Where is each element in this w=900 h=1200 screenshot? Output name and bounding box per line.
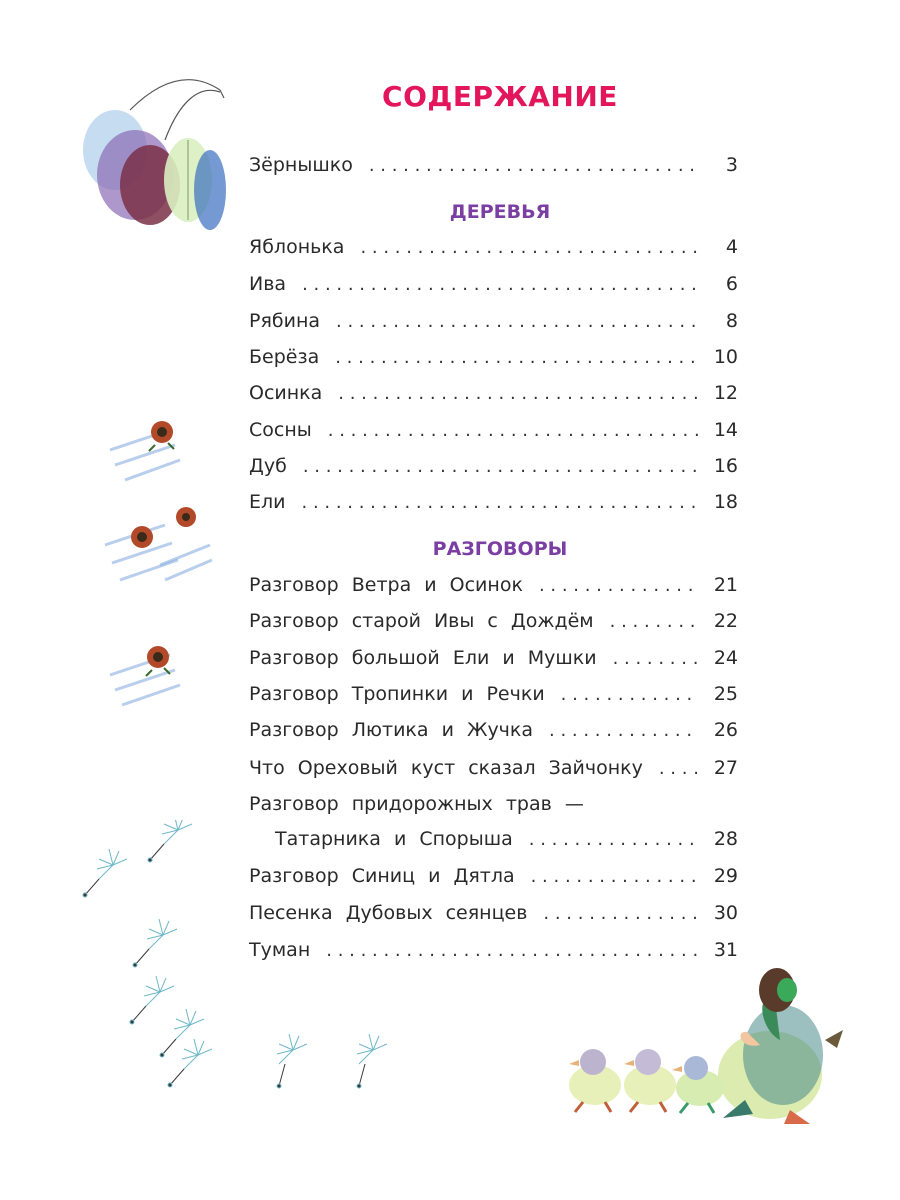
toc-entry-label: Разговор большой Ели и Мушки: [249, 647, 597, 669]
toc-entry[interactable]: [249, 308, 738, 334]
dot-leader: [328, 418, 698, 444]
toc-entry[interactable]: [249, 608, 738, 634]
toc-entry[interactable]: [249, 717, 738, 743]
toc-entry-label: Туман: [249, 939, 311, 961]
toc-entry[interactable]: [249, 681, 738, 707]
toc-entry-page: 22: [713, 610, 738, 632]
toc-entry-label: Разговор старой Ивы с Дождём: [249, 610, 594, 632]
leaves-illustration: [70, 70, 230, 245]
dot-leader: [539, 573, 698, 599]
toc-entry-label: Рябина: [249, 310, 321, 332]
toc-entry-label: Дуб: [249, 455, 287, 477]
toc-entry-page: 28: [713, 828, 738, 850]
dot-leader: [531, 864, 698, 890]
toc-entry-label: Песенка Дубовых сеянцев: [249, 902, 528, 924]
toc-entry-label: Осинка: [249, 382, 323, 404]
toc-entry-label: Берёза: [249, 346, 320, 368]
toc-entry-page: 16: [713, 455, 738, 477]
dot-leader: [302, 490, 699, 516]
toc-entry[interactable]: [249, 234, 738, 260]
toc-entry-page: 3: [725, 154, 738, 176]
toc-entry-page: 6: [725, 273, 738, 295]
toc-entry-label: Разговор придорожных трав —: [249, 793, 584, 815]
toc-entry-label: Сосны: [249, 419, 312, 441]
dot-leader: [303, 454, 698, 480]
toc-entry-page: 4: [725, 236, 738, 258]
toc-entry-page: 18: [713, 491, 738, 513]
dot-leader: [360, 235, 698, 261]
toc-entry[interactable]: [249, 453, 738, 479]
toc-entry-page: 24: [713, 647, 738, 669]
toc-entry-first-line[interactable]: [249, 791, 738, 817]
toc-entry[interactable]: [249, 417, 738, 443]
toc-entry[interactable]: [249, 344, 738, 370]
toc-entry-label: Зёрнышко: [249, 154, 353, 176]
duck-family-illustration: [555, 960, 845, 1130]
toc-entry[interactable]: [249, 755, 738, 781]
toc-entry-label: Что Ореховый куст сказал Зайчонку: [249, 757, 643, 779]
page-title: СОДЕРЖАНИЕ: [382, 80, 618, 113]
toc-entry-label: Разговор Тропинки и Речки: [249, 683, 545, 705]
toc-entry-page: 10: [713, 346, 738, 368]
dot-leader: [369, 153, 698, 179]
toc-entry-label: Ели: [249, 491, 286, 513]
toc-entry[interactable]: [249, 489, 738, 515]
toc-entry-page: 8: [725, 310, 738, 332]
toc-entry-label: Татарника и Спорыша: [275, 828, 513, 850]
toc-entry[interactable]: [249, 645, 738, 671]
toc-entry-label: Разговор Синиц и Дятла: [249, 865, 515, 887]
section-heading-talks: РАЗГОВОРЫ: [432, 538, 568, 560]
toc-entry-page: 21: [713, 574, 738, 596]
dot-leader: [335, 345, 698, 371]
dot-leader: [338, 381, 698, 407]
toc-entry[interactable]: [249, 380, 738, 406]
toc-entry-label: Разговор Лютика и Жучка: [249, 719, 534, 741]
toc-entry-label: Ива: [249, 273, 287, 295]
toc-entry-label: Разговор Ветра и Осинок: [249, 574, 523, 596]
toc-entry-page: 26: [713, 719, 738, 741]
toc-entry-page: 29: [713, 865, 738, 887]
toc-entry-page: 14: [713, 419, 738, 441]
dot-leader: [543, 901, 698, 927]
dot-leader: [561, 682, 698, 708]
toc-entry[interactable]: [249, 271, 738, 297]
section-heading-trees: ДЕРЕВЬЯ: [449, 201, 551, 223]
dot-leader: [659, 756, 698, 782]
toc-entry[interactable]: [249, 572, 738, 598]
toc-entry-page: 25: [713, 683, 738, 705]
toc-entry-page: 31: [713, 939, 738, 961]
toc-entry-page: 12: [713, 382, 738, 404]
dandelion-seeds-illustration: [78, 820, 398, 1090]
dot-leader: [610, 609, 698, 635]
toc-entry-label: Яблонька: [249, 236, 345, 258]
flying-beetles-illustration: [100, 410, 220, 720]
dot-leader: [529, 827, 698, 853]
dot-leader: [613, 646, 698, 672]
toc-entry-page: 30: [713, 902, 738, 924]
dot-leader: [336, 309, 698, 335]
dot-leader: [549, 718, 698, 744]
toc-entry-page: 27: [713, 757, 738, 779]
toc-entry[interactable]: [249, 152, 738, 178]
dot-leader: [302, 272, 698, 298]
